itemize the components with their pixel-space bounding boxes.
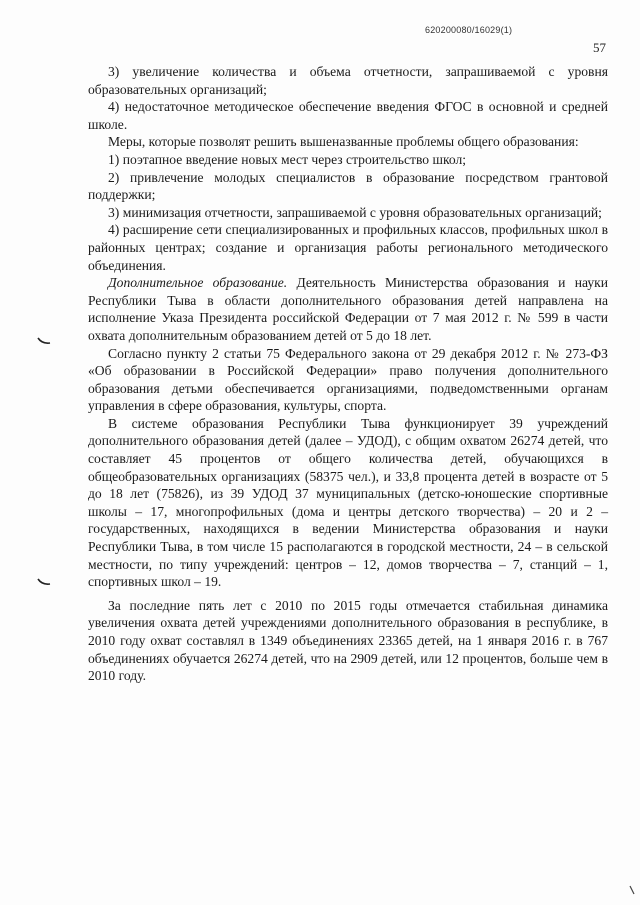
- handwritten-check-mark: [37, 578, 51, 586]
- document-id: 620200080/16029(1): [425, 25, 513, 35]
- handwritten-check-mark: [37, 337, 51, 345]
- paragraph: 4) расширение сети специализированных и профильных классов, профильных школ в районных центрах; создание и организация работы регионального методического объединения.: [88, 222, 608, 273]
- paragraph: Меры, которые позволят решить вышеназванные проблемы общего образования:: [108, 134, 579, 150]
- page-number: 57: [593, 40, 606, 55]
- paragraph: 1) поэтапное введение новых мест через строительство школ;: [108, 151, 467, 167]
- paragraph: Согласно пункту 2 статьи 75 Федерального закона от 29 декабря 2012 г. № 273-ФЗ «Об образовании в Российской Федерации» право получения дополнительного образования детьми обеспечивается организациями, подведомственными органам управления в сфере образования, культуры, спорта.: [88, 345, 608, 414]
- paragraph: В системе образования Республики Тыва функционирует 39 учреждений дополнительного образования детей (далее – УДОД), с общим охватом 26274 детей, что составляет 45 процентов от общего количества детей, обучающихся в общеобразовательных организациях (58375 чел.), и 33,8 процента детей в возрасте от 5 до 18 лет (75826), из 39 УДОД 37 муниципальных (детско-юношеские спортивные школы – 17, многопрофильных (дома и центры детского творчества) – 20 и 2 – государственных, находящихся в ведении Министерства образования и науки Республики Тыва, в том числе 15 располагаются в городской местности, 24 – в сельской местности, по типу учреждений: центров – 12, домов творчества – 7, станций – 1, спортивных школ – 19.: [88, 415, 608, 590]
- paragraph: 3) увеличение количества и объема отчетности, запрашиваемой с уровня образовательных организаций;: [88, 64, 608, 97]
- paragraph: 3) минимизация отчетности, запрашиваемой с уровня образовательных организаций;: [108, 204, 602, 220]
- section-heading-italic: Дополнительное образование.: [108, 275, 288, 291]
- paragraph: 4) недостаточное методическое обеспечение введения ФГОС в основной и средней школе.: [88, 99, 608, 132]
- paragraph: 2) привлечение молодых специалистов в образование посредством грантовой поддержки;: [88, 169, 608, 203]
- body-text: [88, 63, 608, 685]
- paragraph: [88, 274, 608, 344]
- paragraph: За последние пять лет с 2010 по 2015 годы отмечается стабильная динамика увеличения охвата детей учреждениями дополнительного образования в республике, в 2010 году охват составлял в 1349 объединениях 23365 детей, на 1 января 2016 г. в 767 объединениях обучается 26274 детей, что на 2909 детей, или 12 процентов, больше чем в 2010 году.: [88, 597, 608, 684]
- margin-tick-mark: [628, 885, 636, 895]
- paragraph-text: Деятельность Министерства образования и науки Республики Тыва в области дополнительного образования детей направлена на исполнение Указа Президента российской Федерации от 7 мая 2012 г. № 599 в части охвата дополнительным образованием детей от 5 до 18 лет.: [88, 275, 608, 343]
